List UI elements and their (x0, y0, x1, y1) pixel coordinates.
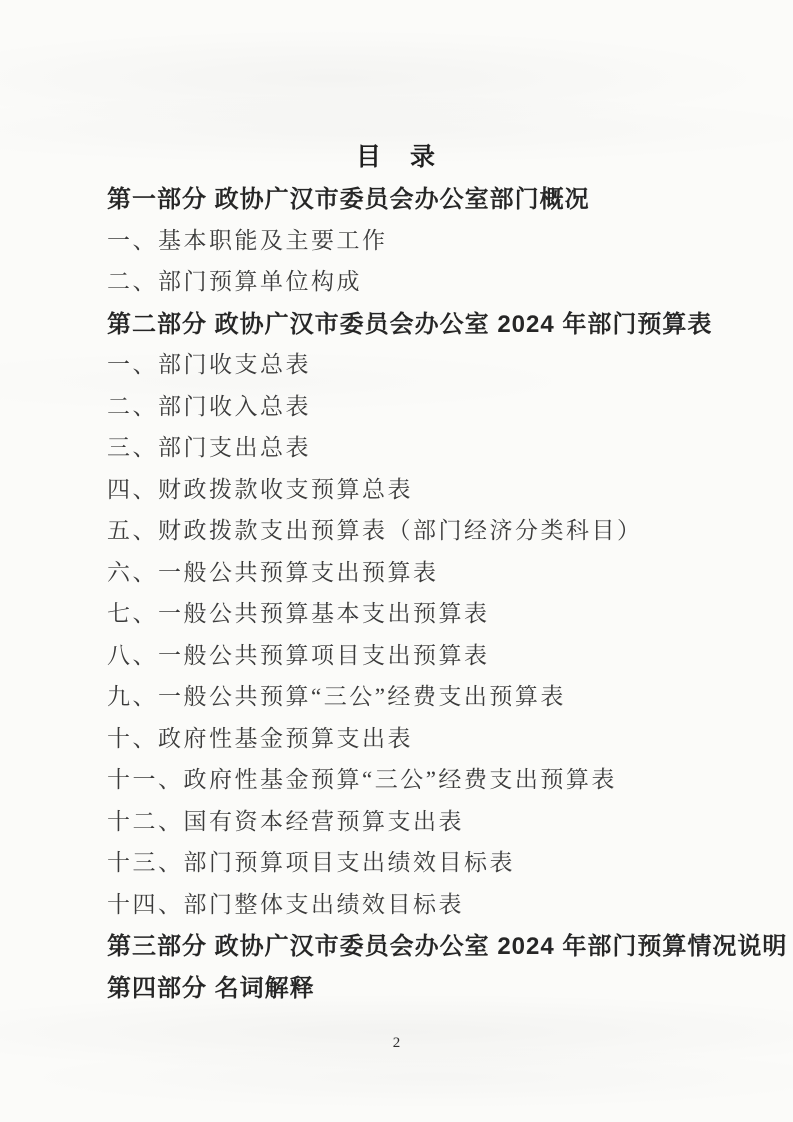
page-number: 2 (392, 1035, 401, 1051)
toc-item: 七、一般公共预算基本支出预算表 (107, 601, 490, 627)
toc-item: 一、部门收支总表 (107, 352, 311, 378)
toc-part-heading: 第二部分 政协广汉市委员会办公室 2024 年部门预算表 (107, 310, 713, 338)
toc-part-heading: 第三部分 政协广汉市委员会办公室 2024 年部门预算情况说明 (107, 933, 788, 961)
toc-item: 十四、部门整体支出绩效目标表 (107, 891, 464, 917)
toc-item: 二、部门预算单位构成 (107, 269, 362, 295)
toc-item: 五、财政拨款支出预算表（部门经济分类科目） (107, 518, 643, 544)
toc-item: 九、一般公共预算“三公”经费支出预算表 (107, 684, 566, 710)
toc-part-heading: 第四部分 名词解释 (107, 974, 315, 1002)
toc-item: 十三、部门预算项目支出绩效目标表 (107, 850, 515, 876)
toc-item: 二、部门收入总表 (107, 393, 311, 419)
toc-item: 十、政府性基金预算支出表 (107, 725, 413, 751)
toc-item: 八、一般公共预算项目支出预算表 (107, 642, 490, 668)
table-of-contents (107, 176, 788, 1006)
toc-item: 三、部门支出总表 (107, 435, 311, 461)
toc-item: 十一、政府性基金预算“三公”经费支出预算表 (107, 767, 617, 793)
page-title: 目 录 (355, 143, 437, 171)
toc-item: 四、财政拨款收支预算总表 (107, 476, 413, 502)
toc-item: 六、一般公共预算支出预算表 (107, 559, 439, 585)
toc-item: 一、基本职能及主要工作 (107, 227, 388, 253)
toc-part-heading: 第一部分 政协广汉市委员会办公室部门概况 (107, 186, 590, 214)
toc-item: 十二、国有资本经营预算支出表 (107, 808, 464, 834)
